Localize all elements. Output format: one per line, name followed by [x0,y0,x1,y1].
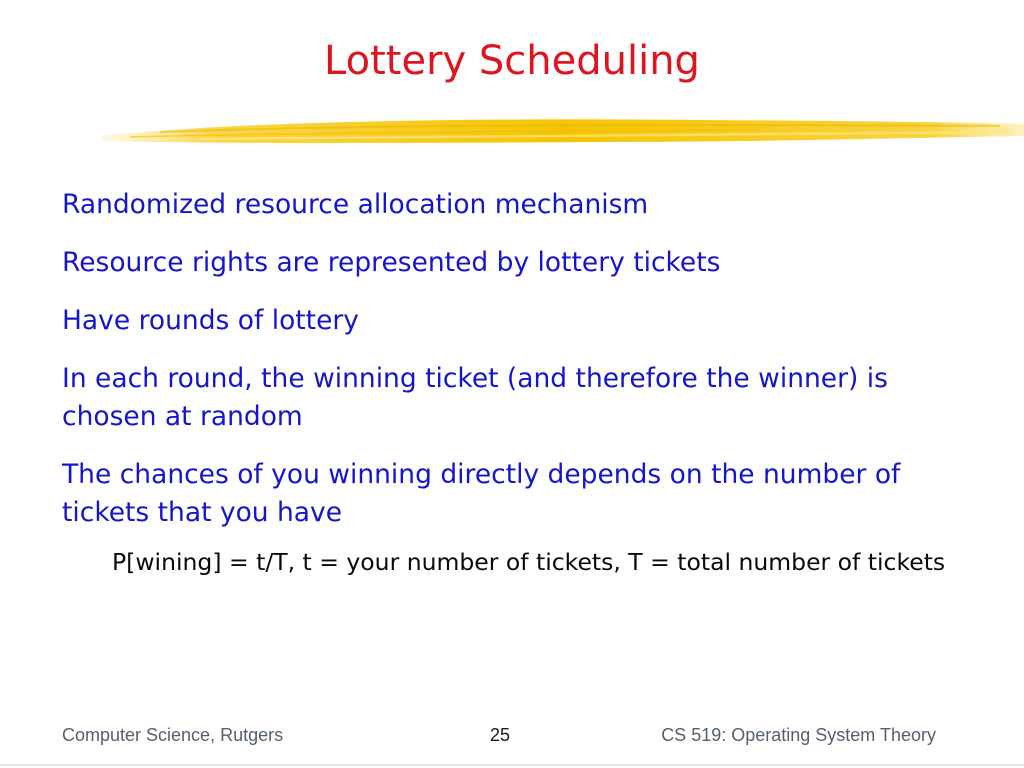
footer-department: Computer Science, Rutgers [62,725,284,745]
bullet-item: Resource rights are represented by lottery tickets [62,247,721,278]
footer-course: CS 519: Operating System Theory [661,725,936,745]
highlighter-stroke [0,108,1024,156]
sub-bullet-item: P[wining] = t/T, t = your number of tickets, T = total number of tickets [112,548,946,576]
bottom-divider [0,764,1024,766]
bullet-item: Have rounds of lottery [62,305,359,336]
bullet-item: The chances of you winning directly depends on the number of tickets that you have [62,459,901,528]
bullet-item: Randomized resource allocation mechanism [62,189,649,220]
slide-title: Lottery Scheduling [324,38,700,84]
bullet-item: In each round, the winning ticket (and therefore the winner) is chosen at random [62,363,888,432]
page-number: 25 [489,725,511,745]
bullet-list [62,186,962,578]
